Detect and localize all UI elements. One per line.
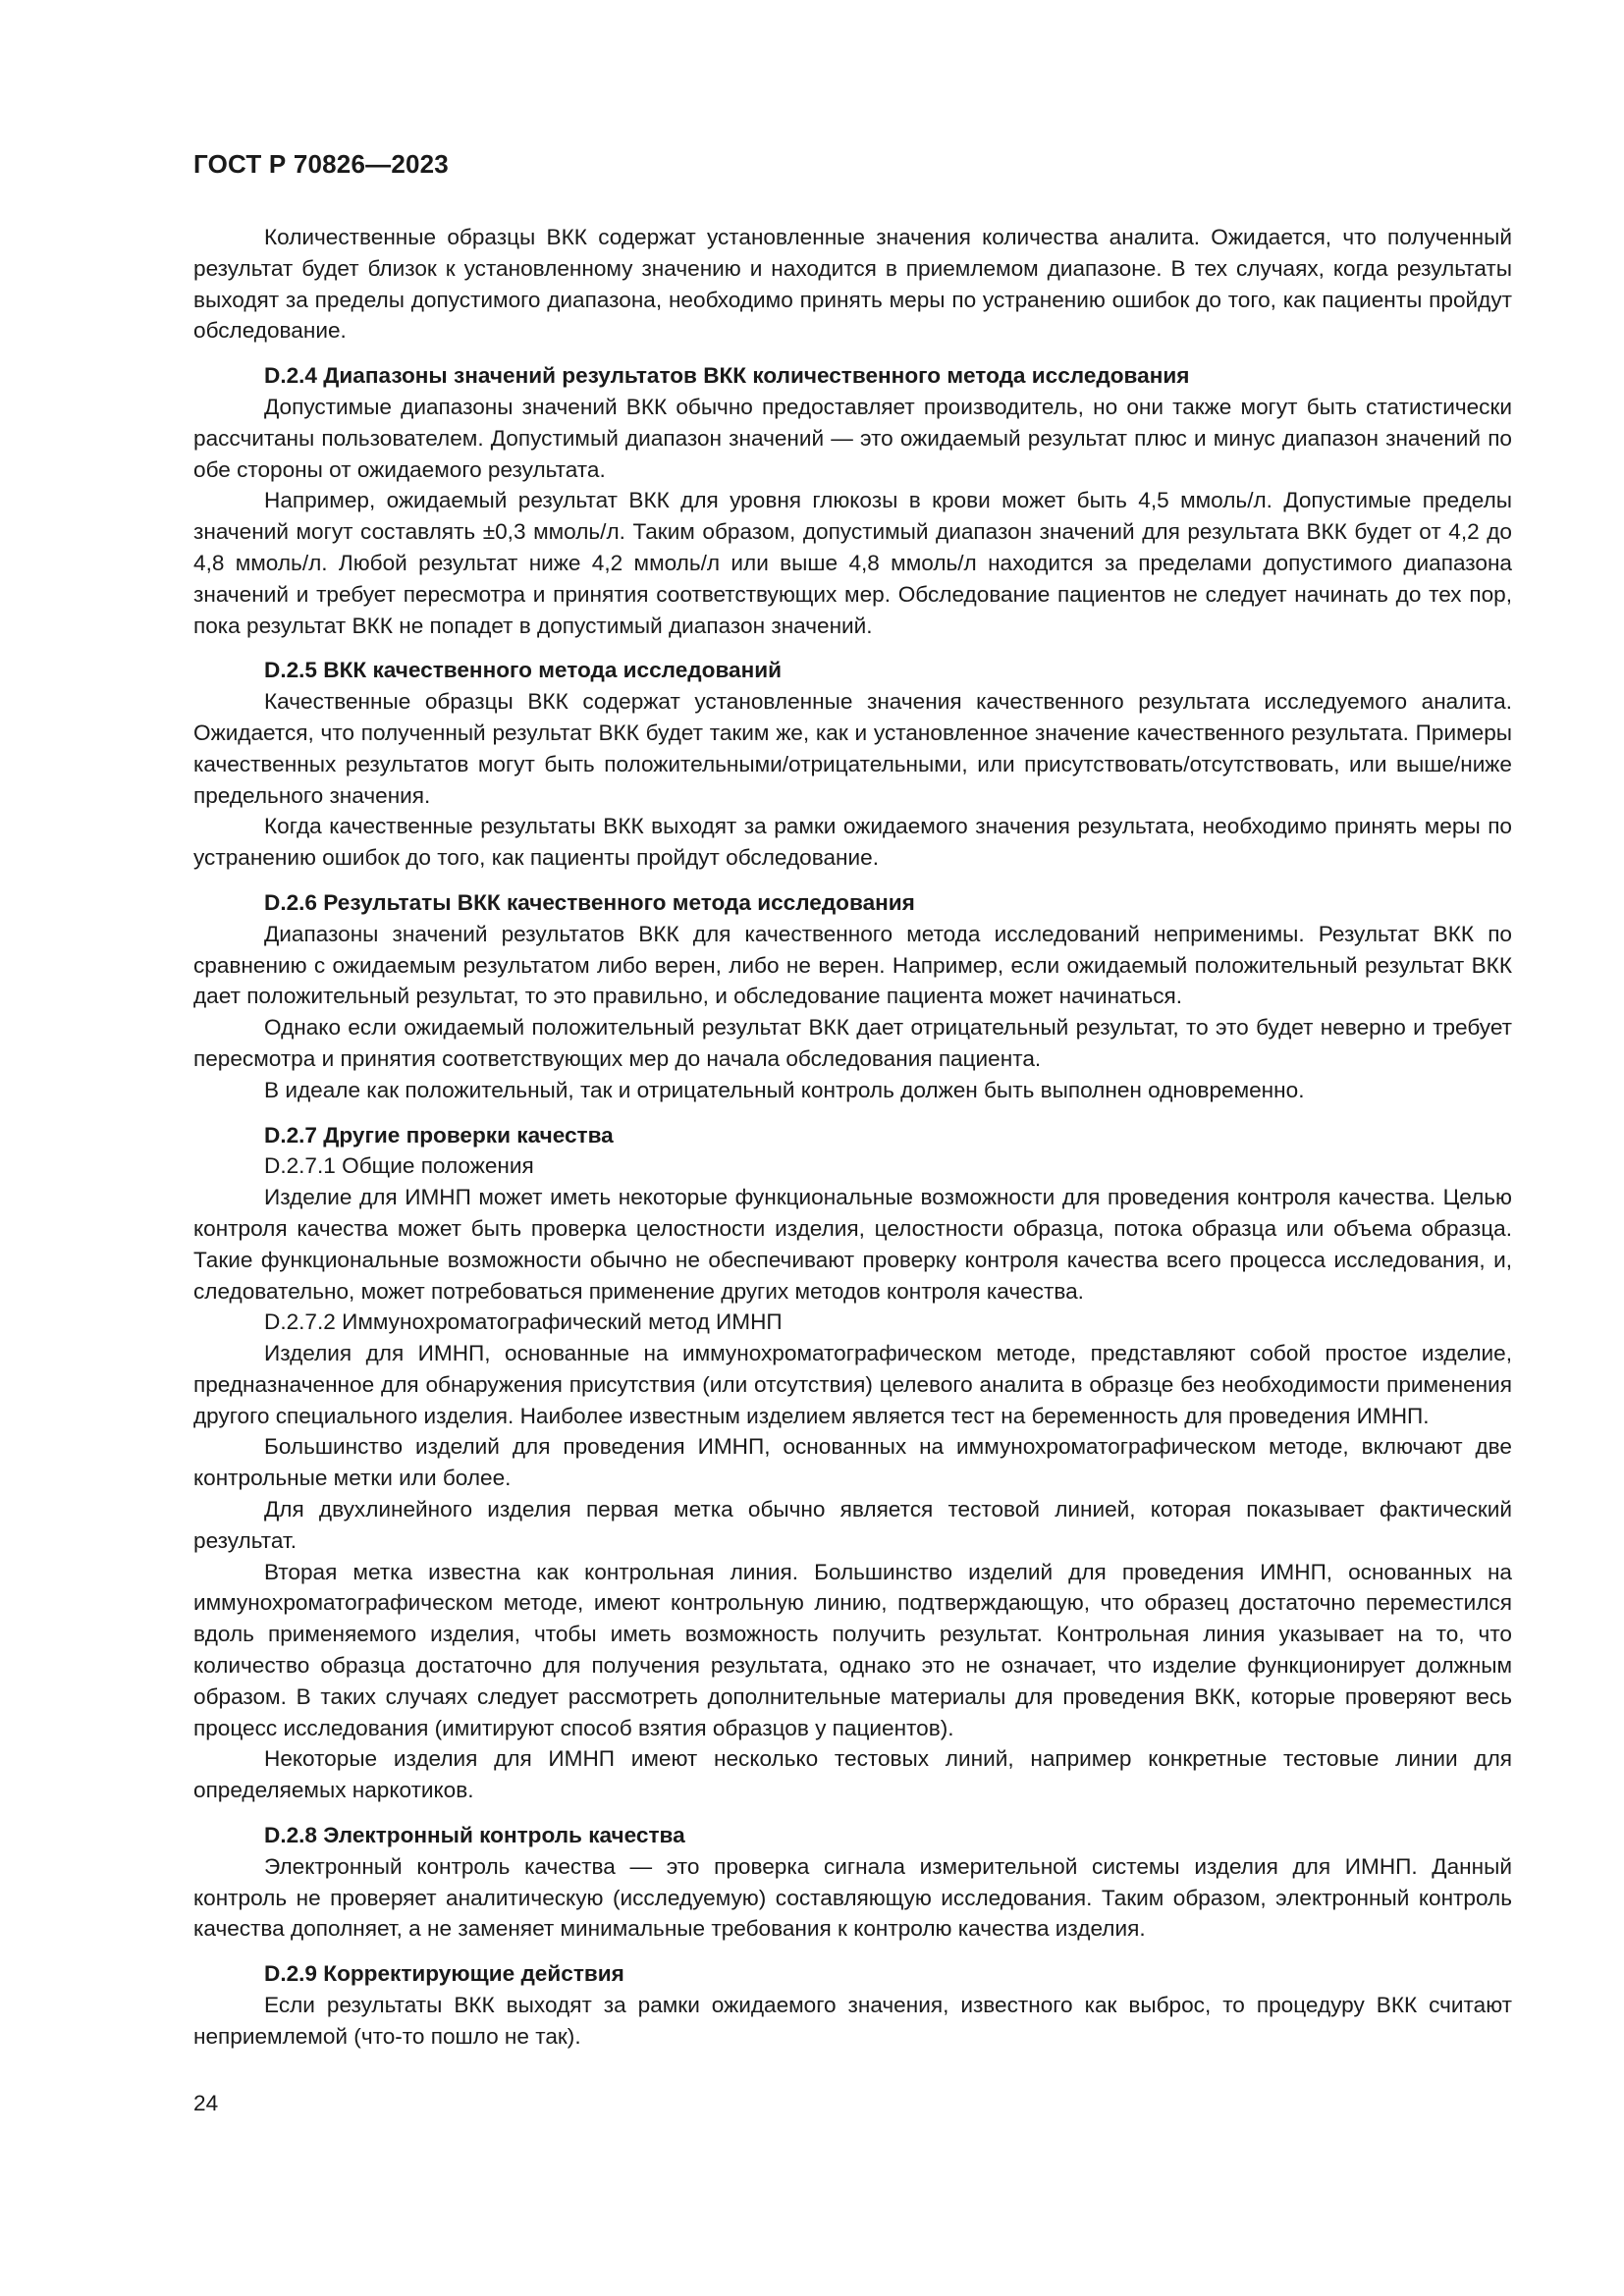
paragraph: Большинство изделий для проведения ИМНП, основанных на иммунохроматографическом методе, включают две контрольные метки или более. [193,1434,1512,1491]
section-heading-d-2-8: D.2.8 Электронный контроль качества [264,1823,685,1848]
document-body [193,222,1512,2053]
subsection-title: D.2.7.2 Иммунохроматографический метод ИМНП [264,1309,783,1335]
document-header: ГОСТ Р 70826—2023 [193,149,449,179]
subsection-title: D.2.7.1 Общие положения [264,1153,534,1179]
paragraph: Когда качественные результаты ВКК выходят за рамки ожидаемого значения результата, необходимо принять меры по устранению ошибок до того, как пациенты пройдут обследование. [193,814,1512,871]
paragraph: Изделия для ИМНП, основанные на иммунохроматографическом методе, представляют собой простое изделие, предназначенное для обнаружения присутствия (или отсутствия) целевого аналита в образце без необходимости применения другого специального изделия. Наиболее известным изделием является тест на беременность для проведения ИМНП. [193,1341,1512,1428]
paragraph: Качественные образцы ВКК содержат установленные значения качественного результата исследуемого аналита. Ожидается, что полученный результат ВКК будет таким же, как и установленное значение качественного результата. Примеры качественных результатов могут быть положительными/отрицательными, или присутствовать/отсутствовать, или выше/ниже предельного значения. [193,689,1512,808]
section-heading-d-2-9: D.2.9 Корректирующие действия [264,1961,624,1987]
section-heading-d-2-5: D.2.5 ВКК качественного метода исследований [264,658,783,683]
page-number: 24 [193,2091,219,2115]
paragraph: Вторая метка известна как контрольная линия. Большинство изделий для проведения ИМНП, основанных на иммунохроматографическом методе, имеют контрольную линию, подтверждающую, что образец достаточно переместился вдоль применяемого изделия, чтобы иметь возможность получить результат. Контрольная линия указывает на то, что количество образца достаточно для получения результата, однако это не означает, что изделие функционирует должным образом. В таких случаях следует рассмотреть дополнительные материалы для проведения ВКК, которые проверяют весь процесс исследования (имитируют способ взятия образцов у пациентов). [193,1559,1512,1740]
section-heading-d-2-6: D.2.6 Результаты ВКК качественного метода исследования [264,889,915,915]
paragraph: В идеале как положительный, так и отрицательный контроль должен быть выполнен одновременно. [264,1077,1305,1102]
paragraph: Однако если ожидаемый положительный результат ВКК дает отрицательный результат, то это будет неверно и требует пересмотра и принятия соответствующих мер до начала обследования пациента. [193,1015,1512,1071]
section-heading-d-2-4: D.2.4 Диапазоны значений результатов ВКК количественного метода исследования [264,363,1190,389]
paragraph: Некоторые изделия для ИМНП имеют несколько тестовых линий, например конкретные тестовые линии для определяемых наркотиков. [193,1746,1512,1803]
paragraph: Диапазоны значений результатов ВКК для качественного метода исследований неприменимы. Результат ВКК по сравнению с ожидаемым результатом либо верен, либо не верен. Например, если ожидаемый положительный результат ВКК дает положительный результат, то это правильно, и обследование пациента может начинаться. [193,921,1512,1009]
paragraph: Например, ожидаемый результат ВКК для уровня глюкозы в крови может быть 4,5 ммоль/л. Допустимые пределы значений могут составлять ±0,3 ммоль/л. Таким образом, допустимый диапазон значений для результата ВКК будет от 4,2 до 4,8 ммоль/л. Любой результат ниже 4,2 ммоль/л или выше 4,8 ммоль/л находится за пределами допустимого диапазона значений и требует пересмотра и принятия соответствующих мер. Обследование пациентов не следует начинать до тех пор, пока результат ВКК не попадет в допустимый диапазон значений. [193,488,1512,638]
paragraph: Для двухлинейного изделия первая метка обычно является тестовой линией, которая показывает фактический результат. [193,1497,1512,1553]
paragraph: Количественные образцы ВКК содержат установленные значения количества аналита. Ожидается, что полученный результат будет близок к установленному значению и находится в приемлемом диапазоне. В тех случаях, когда результаты выходят за пределы допустимого диапазона, необходимо принять меры по устранению ошибок до того, как пациенты пройдут обследование. [193,225,1512,344]
paragraph: Если результаты ВКК выходят за рамки ожидаемого значения, известного как выброс, то процедуру ВКК считают неприемлемой (что-то пошло не так). [193,1993,1512,2049]
section-heading-d-2-7: D.2.7 Другие проверки качества [264,1122,614,1148]
paragraph: Изделие для ИМНП может иметь некоторые функциональные возможности для проведения контроля качества. Целью контроля качества может быть проверка целостности изделия, целостности образца, потока образца или объема образца. Такие функциональные возможности обычно не обеспечивают проверку контроля качества всего процесса исследования, и, следовательно, может потребоваться применение других методов контроля качества. [193,1185,1512,1304]
paragraph: Допустимые диапазоны значений ВКК обычно предоставляет производитель, но они также могут быть статистически рассчитаны пользователем. Допустимый диапазон значений — это ожидаемый результат плюс и минус диапазон значений по обе стороны от ожидаемого результата. [193,394,1512,482]
paragraph: Электронный контроль качества — это проверка сигнала измерительной системы изделия для ИМНП. Данный контроль не проверяет аналитическую (исследуемую) составляющую исследования. Таким образом, электронный контроль качества дополняет, а не заменяет минимальные требования к контролю качества изделия. [193,1853,1512,1942]
